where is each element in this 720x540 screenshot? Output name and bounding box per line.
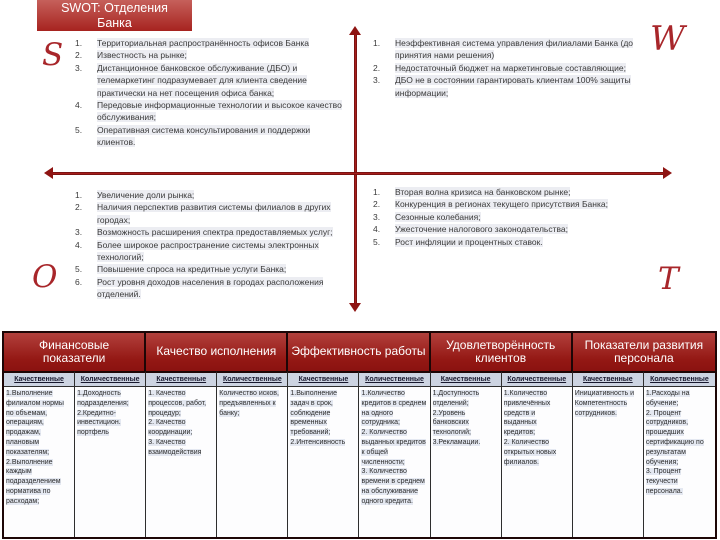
item-number: 1. [373, 187, 381, 197]
list-item [75, 37, 347, 49]
list-item [75, 226, 351, 238]
item-number: 4. [75, 100, 83, 111]
list-item [373, 37, 653, 62]
axis-arrow-left-icon [44, 167, 53, 179]
item-text: Наличия перспектив развития системы филиалов в других городах; [97, 202, 331, 225]
cell-entry: 1.Доступность отделений; [432, 390, 480, 407]
cell-entry: 1.Доходность подразделения; [77, 390, 129, 407]
subheader-quantitative: Количественные [75, 371, 146, 386]
cell-personnel-quantitative [644, 386, 715, 537]
list-item [75, 263, 351, 275]
list-item [75, 124, 347, 149]
threats-letter: T [658, 261, 679, 297]
axis-arrow-up-icon [349, 26, 361, 35]
list-item [75, 189, 351, 201]
subheader-quantitative: Количественные [217, 371, 288, 386]
item-text: Дистанционное банковское обслуживание (ДБО) и телемаркетинг подразумевает для клиента сведение практически на нет посещения офиса банка; [97, 62, 307, 98]
item-number: 5. [75, 124, 83, 135]
cell-entry: 2. Количество выданных кредитов к общей численности; [361, 429, 426, 466]
opportunities-letter: O [32, 259, 58, 295]
subheader-qualitative: Качественные [4, 371, 75, 386]
item-text: Оперативная система консультирования и поддержки клиентов. [97, 124, 311, 148]
weaknesses-letter: W [650, 19, 685, 59]
cell-efficiency-quantitative [359, 386, 430, 537]
item-text: Территориальная распространённость офисов Банка [97, 38, 310, 48]
item-number: 2. [75, 50, 83, 61]
subheader-qualitative: Качественные [288, 371, 359, 386]
item-text: Рост инфляции и процентных ставок. [395, 236, 543, 247]
cell-entry: 1.Количество кредитов в среднем на одного сотрудника; [361, 390, 427, 427]
cell-entry: 2.Уровень банковских технологий; [432, 409, 471, 437]
item-text: Недостаточный бюджет на маркетинговые составляющие; [395, 62, 627, 73]
cell-entry: 3. Количество времени в среднем на обслуживание одного кредита. [361, 468, 425, 505]
cell-entry: 2. Количество открытых новых филиалов. [503, 438, 557, 466]
list-item [75, 49, 347, 61]
list-item [75, 62, 347, 99]
cell-entry: 1. Качество процессов, работ, процедур; [148, 390, 207, 417]
cell-entry: 3. Качество взаимодействия [148, 438, 202, 456]
horizontal-axis-line [52, 172, 664, 175]
table-group-header-personnel: Показатели развития персонала [573, 333, 715, 371]
swot-quadrant-opportunities [75, 189, 351, 301]
indicators-table [2, 331, 717, 539]
cell-quality-qualitative [146, 386, 217, 537]
list-item [75, 99, 347, 124]
item-text: Возможность расширения спектра предоставляемых услуг; [97, 227, 333, 238]
list-item [373, 198, 661, 210]
cell-entry: 2. Процент сотрудников, прошедших сертификацию по результатам обучения; [645, 409, 704, 466]
strengths-letter: S [42, 37, 64, 73]
cell-entry: 2.Выполнение каждым подразделением норматива по расходам; [6, 458, 61, 505]
subheader-qualitative: Качественные [573, 371, 644, 386]
item-number: 1. [75, 190, 83, 200]
item-number: 1. [75, 38, 83, 48]
item-text: Вторая волна кризиса на банковском рынке; [395, 187, 571, 197]
cell-entry: 2.Кредитно-инвестицион. портфель [77, 409, 121, 437]
item-text: Сезонные колебания; [395, 211, 481, 222]
item-number: 2. [373, 199, 381, 210]
cell-efficiency-qualitative [288, 386, 359, 537]
list-item [373, 62, 653, 74]
list-item [373, 186, 661, 198]
item-number: 3. [373, 75, 381, 86]
item-text: ДБО не в состоянии гарантировать клиентам 100% защиты информации; [395, 75, 631, 98]
list-item [373, 236, 661, 248]
item-text: Передовые информационные технологии и высокое качество обслуживания; [97, 100, 342, 123]
cell-financial-qualitative [4, 386, 75, 537]
cell-entry: Количество исков, предъявленных к банку; [219, 390, 279, 417]
cell-entry: 1.Расходы на обучение; [645, 390, 690, 407]
list-item [373, 211, 661, 223]
list-item [373, 223, 661, 235]
list-item [75, 276, 351, 301]
axis-arrow-down-icon [349, 303, 361, 312]
item-text: Повышение спроса на кредитные услуги Банка; [97, 264, 287, 275]
item-number: 3. [373, 211, 381, 222]
item-text: Увеличение доли рынка; [97, 190, 195, 200]
vertical-axis-line [354, 34, 357, 304]
slide-title: SWOT: Отделения Банка [37, 0, 192, 31]
list-item [373, 74, 653, 99]
cell-entry: 2.Интенсивность [290, 438, 346, 446]
item-text: Неэффективная система управления филиалами Банка (до принятия нами решения) [395, 38, 634, 61]
cell-entry: 1.Выполнение задач в срок, соблюдение временных требований; [290, 390, 337, 437]
cell-satisfaction-qualitative [431, 386, 502, 537]
table-group-header-financial: Финансовые показатели [4, 333, 146, 371]
table-group-header-quality: Качество исполнения [146, 333, 288, 371]
table-group-header-efficiency: Эффективность работы [288, 333, 430, 371]
table-group-header-satisfaction: Удовлетворённость клиентов [431, 333, 573, 371]
subheader-quantitative: Количественные [502, 371, 573, 386]
swot-quadrant-threats [373, 186, 661, 248]
swot-quadrant-strengths [75, 37, 347, 149]
subheader-quantitative: Количественные [644, 371, 715, 386]
item-number: 5. [75, 264, 83, 275]
item-number: 5. [373, 236, 381, 247]
list-item [75, 201, 351, 226]
cell-entry: 1.Выполнение филиалом нормы по объемам, операциям, продажам, плановым показателям; [6, 390, 64, 456]
cell-personnel-qualitative [573, 386, 644, 537]
item-text: Известность на рынке; [97, 50, 187, 61]
cell-entry: 3.Рекламации. [432, 438, 481, 446]
cell-entry: Инициативность и Компетентность сотрудников. [574, 390, 635, 417]
subheader-quantitative: Количественные [359, 371, 430, 386]
subheader-qualitative: Качественные [146, 371, 217, 386]
list-item [75, 239, 351, 264]
item-text: Более широкое распространение системы электронных технологий; [97, 239, 319, 263]
cell-quality-quantitative [217, 386, 288, 537]
cell-entry: 1.Количество привлечённых средств и выданных кредитов; [503, 390, 551, 437]
item-number: 6. [75, 276, 83, 287]
cell-entry: 3. Процент текучести персонала. [645, 468, 683, 495]
item-text: Рост уровня доходов населения в городах расположения отделений. [97, 276, 324, 300]
item-text: Конкуренция в регионах текущего присутствия Банка; [395, 199, 608, 210]
item-number: 4. [75, 239, 83, 250]
swot-quadrant-weaknesses [373, 37, 653, 99]
item-text: Ужесточение налогового законодательства; [395, 224, 568, 235]
cell-satisfaction-quantitative [502, 386, 573, 537]
axis-arrow-right-icon [663, 167, 672, 179]
item-number: 4. [373, 224, 381, 235]
item-number: 2. [373, 62, 381, 73]
cell-financial-quantitative [75, 386, 146, 537]
item-number: 3. [75, 227, 83, 238]
subheader-qualitative: Качественные [431, 371, 502, 386]
item-number: 3. [75, 62, 83, 73]
item-number: 2. [75, 202, 83, 213]
cell-entry: 2. Качество координации; [148, 419, 193, 437]
item-number: 1. [373, 38, 381, 48]
